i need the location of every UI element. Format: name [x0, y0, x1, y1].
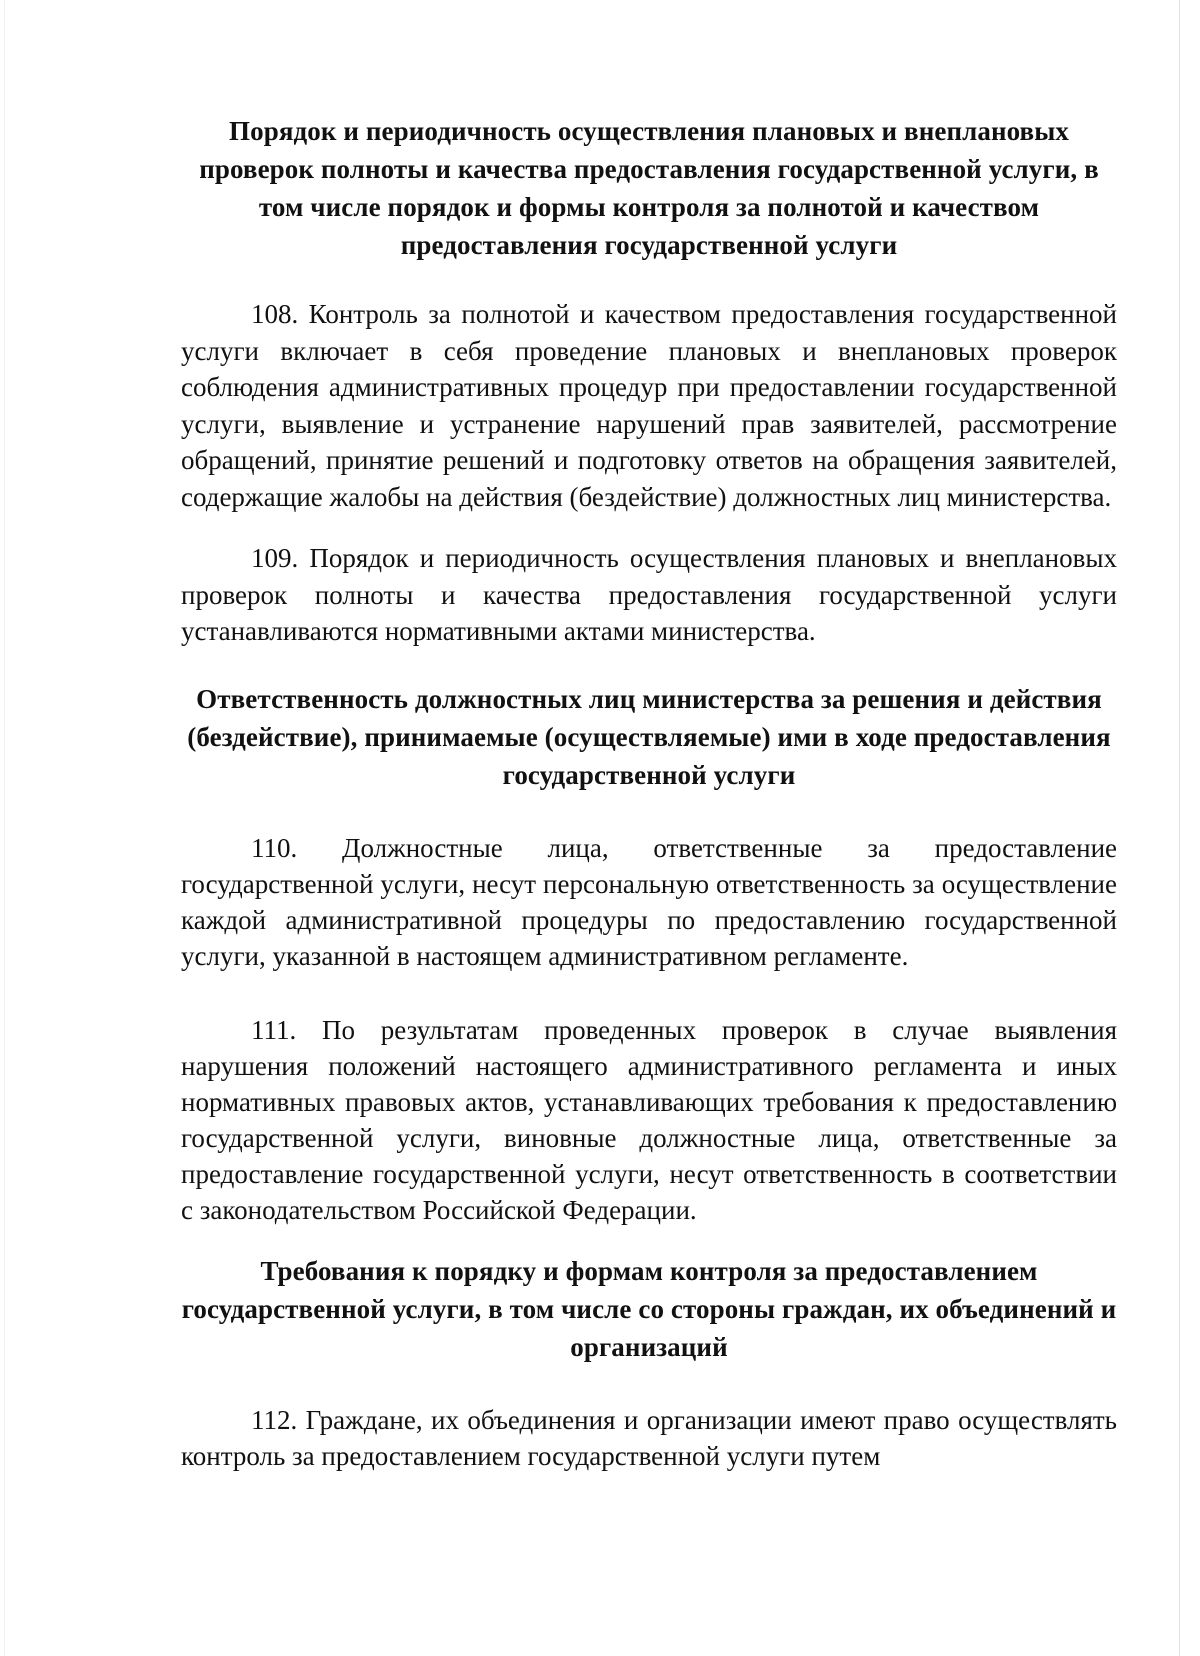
paragraph-108: 108. Контроль за полнотой и качеством предоставления государственной услуги включает в себя проведение плановых и внеплановых проверок соблюдения административных процедур при предоставлении государственной услуги, выявление и устранение нарушений прав заявителей, рассмотрение обращений, принятие решений и подготовку ответов на обращения заявителей, содержащие жалобы на действия (бездействие) должностных лиц министерства.	[181, 299, 1117, 512]
page-left-edge	[4, 0, 5, 1656]
paragraph-109: 109. Порядок и периодичность осуществления плановых и внеплановых проверок полноты и качества предоставления государственной услуги устанавливаются нормативными актами министерства.	[181, 543, 1117, 646]
section-heading: Ответственность должностных лиц министерства за решения и действия (бездействие), принимаемые (осуществляемые) ими в ходе предоставления государственной услуги	[187, 684, 1111, 790]
page-right-edge	[1179, 0, 1180, 1656]
paragraph-110: 110. Должностные лица, ответственные за предоставление государственной услуги, несут персональную ответственность за осуществление каждой административной процедуры по предоставлению государственной услуги, указанной в настоящем административном регламенте.	[181, 833, 1117, 971]
paragraph-111: 111. По результатам проведенных проверок в случае выявления нарушения положений настоящего административного регламента и иных нормативных правовых актов, устанавливающих требования к предоставлению государственной услуги, виновные должностные лица, ответственные за предоставление государственной услуги, несут ответственность в соответствии с законодательством Российской Федерации.	[181, 1015, 1117, 1225]
paragraph-108-block	[181, 296, 1117, 515]
section-2	[181, 680, 1117, 794]
section-3	[181, 1252, 1117, 1366]
paragraph-109-block	[181, 540, 1117, 650]
paragraph-110-block	[181, 830, 1117, 974]
paragraph-112-block	[181, 1402, 1117, 1474]
section-heading: Требования к порядку и формам контроля за предоставлением государственной услуги, в том числе со стороны граждан, их объединений и организаций	[181, 1256, 1117, 1362]
section-1	[181, 112, 1117, 264]
section-heading: Порядок и периодичность осуществления плановых и внеплановых проверок полноты и качества предоставления государственной услуги, в том числе порядок и формы контроля за полнотой и качеством предоставления государственной услуги	[199, 116, 1099, 260]
paragraph-111-block	[181, 1012, 1117, 1228]
paragraph-112: 112. Граждане, их объединения и организации имеют право осуществлять контроль за предоставлением государственной услуги путем	[181, 1405, 1117, 1471]
